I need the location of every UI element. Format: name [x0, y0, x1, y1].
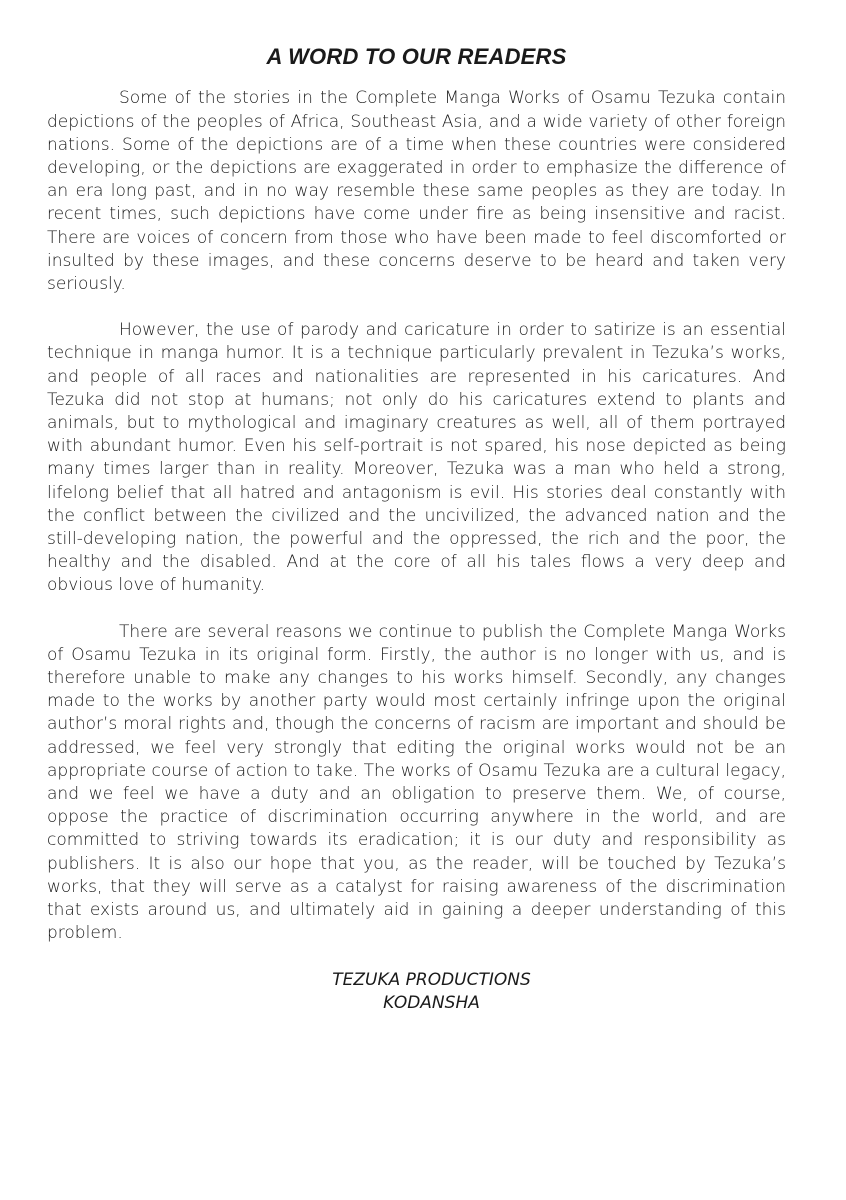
signature-line-2: KODANSHA [383, 992, 480, 1013]
signature-block [47, 969, 786, 1015]
paragraph-3: There are several reasons we continue to publish the Complete Manga Works of Osamu Tezuka in its original form. Firstly, the author is no longer with us, and is therefore unable to make any changes to his works himself. Secondly, any changes made to the works by another party would most certainly infringe upon the original author’s moral rights and, though the concerns of racism are important and should be addressed, we feel very strongly that editing the original works would not be an appropriate course of action to take. The works of Osamu Tezuka are a cultural legacy, and we feel we have a duty and an obligation to preserve them. We, of course, oppose the practice of discrimination occurring anywhere in the world, and are committed to striving towards its eradication; it is our duty and responsibility as publishers. It is also our hope that you, as the reader, will be touched by Tezuka’s works, that they will serve as a catalyst for raising awareness of the discrimination that exists around us, and ultimately aid in gaining a deeper understanding of this problem. [47, 621, 786, 944]
paragraph-2: However, the use of parody and caricature in order to satirize is an essential technique in manga humor. It is a technique particularly prevalent in Tezuka’s works, and people of all races and nationalities are represented in his caricatures. And Tezuka did not stop at humans; not only do his caricatures extend to plants and animals, but to mythological and imaginary creatures as well, all of them portrayed with abundant humor. Even his self-portrait is not spared, his nose depicted as being many times larger than in reality. Moreover, Tezuka was a man who held a strong, lifelong belief that all hatred and antagonism is evil. His stories deal constantly with the conflict between the civilized and the uncivilized, the advanced nation and the still-developing nation, the powerful and the oppressed, the rich and the poor, the healthy and the disabled. And at the core of all his tales flows a very deep and obvious love of humanity. [47, 320, 786, 596]
page-title: A WORD TO OUR READERS [266, 44, 567, 69]
signature-line-1: TEZUKA PRODUCTIONS [332, 969, 531, 990]
paragraph-1: Some of the stories in the Complete Manga Works of Osamu Tezuka contain depictions of the peoples of Africa, Southeast Asia, and a wide variety of other foreign nations. Some of the depictions are of a time when these countries were considered developing, or the depictions are exaggerated in order to emphasize the difference of an era long past, and in no way resemble these same peoples as they are today. In recent times, such depictions have come under fire as being insensitive and racist. There are voices of concern from those who have been made to feel discomforted or insulted by these images, and these concerns deserve to be heard and taken very seriously. [47, 88, 786, 295]
